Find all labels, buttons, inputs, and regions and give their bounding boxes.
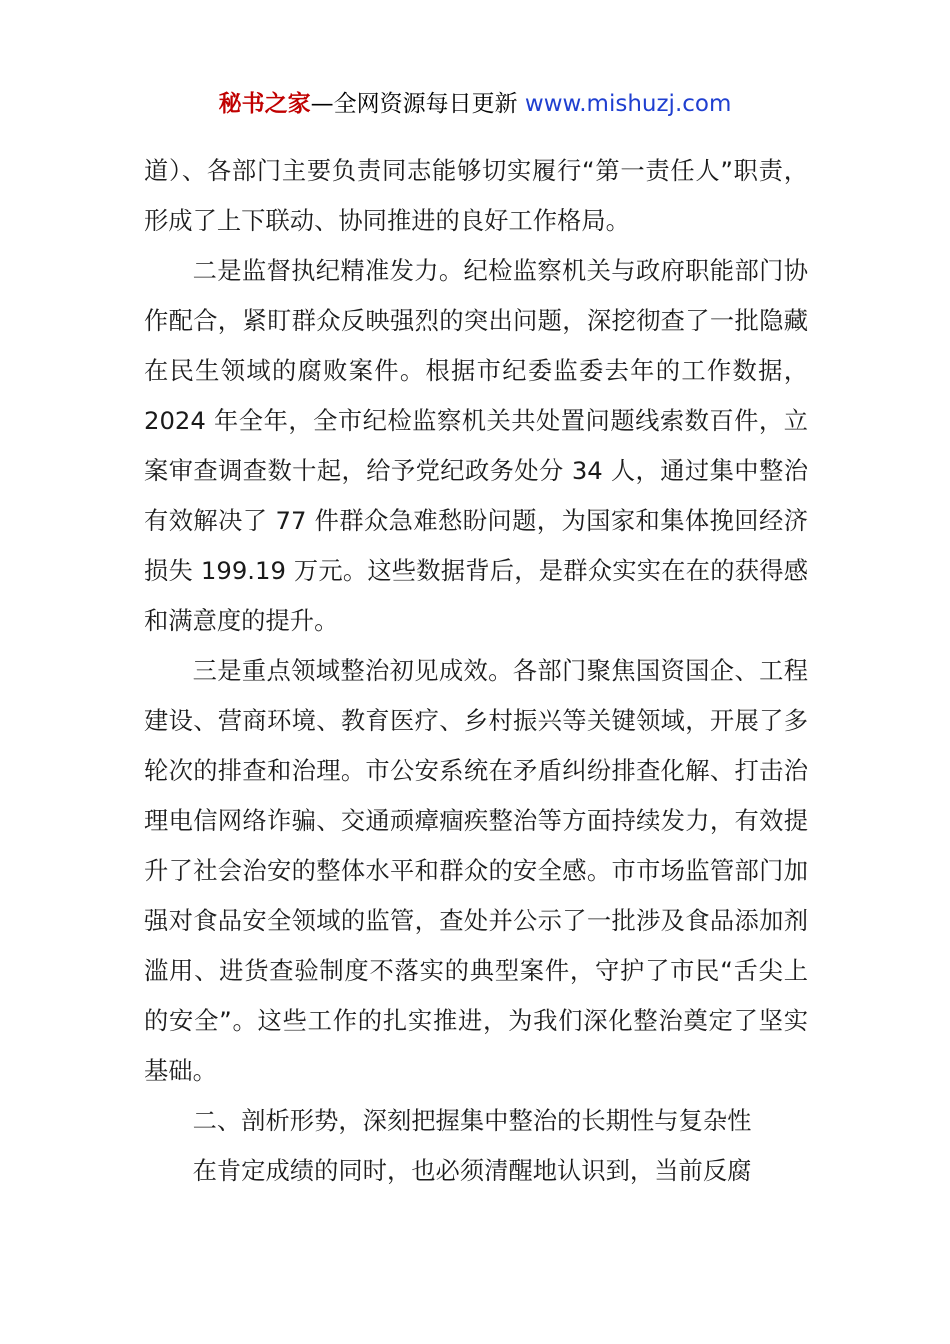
section-heading: 二、剖析形势，深刻把握集中整治的长期性与复杂性 — [192, 1106, 752, 1135]
brand-name: 秘书之家 — [218, 91, 311, 117]
header-tagline: —全网资源每日更新 — [310, 91, 518, 117]
paragraph-2: 二是监督执纪精准发力。纪检监察机关与政府职能部门协作配合，紧盯群众反映强烈的突出问题，深挖彻查了一批隐藏在民生领域的腐败案件。根据市纪委监委去年的工作数据，2024 年全年，全市纪检监察机关共处置问题线索数百件，立案审查调查数十起，给予党纪政务处分 34 人，通过集中整治有效解决了 77 件群众急难愁盼问题，为国家和集体挽回经济损失 199.19 万元。这些数据背后，是群众实实在在的获得感和满意度的提升。 — [144, 256, 808, 635]
document-body — [144, 146, 808, 1196]
site-url[interactable]: www.mishuzj.com — [524, 91, 732, 117]
paragraph-1: 道）、各部门主要负责同志能够切实履行“第一责任人”职责，形成了上下联动、协同推进的良好工作格局。 — [144, 156, 808, 235]
paragraph-4: 在肯定成绩的同时，也必须清醒地认识到，当前反腐 — [192, 1156, 752, 1185]
paragraph-3: 三是重点领域整治初见成效。各部门聚焦国资国企、工程建设、营商环境、教育医疗、乡村振兴等关键领域，开展了多轮次的排查和治理。市公安系统在矛盾纠纷排查化解、打击治理电信网络诈骗、交通顽瘴痼疾整治等方面持续发力，有效提升了社会治安的整体水平和群众的安全感。市市场监管部门加强对食品安全领域的监管，查处并公示了一批涉及食品添加剂滥用、进货查验制度不落实的典型案件，守护了市民“舌尖上的安全”。这些工作的扎实推进，为我们深化整治奠定了坚实基础。 — [144, 656, 808, 1085]
page-header — [0, 86, 950, 122]
